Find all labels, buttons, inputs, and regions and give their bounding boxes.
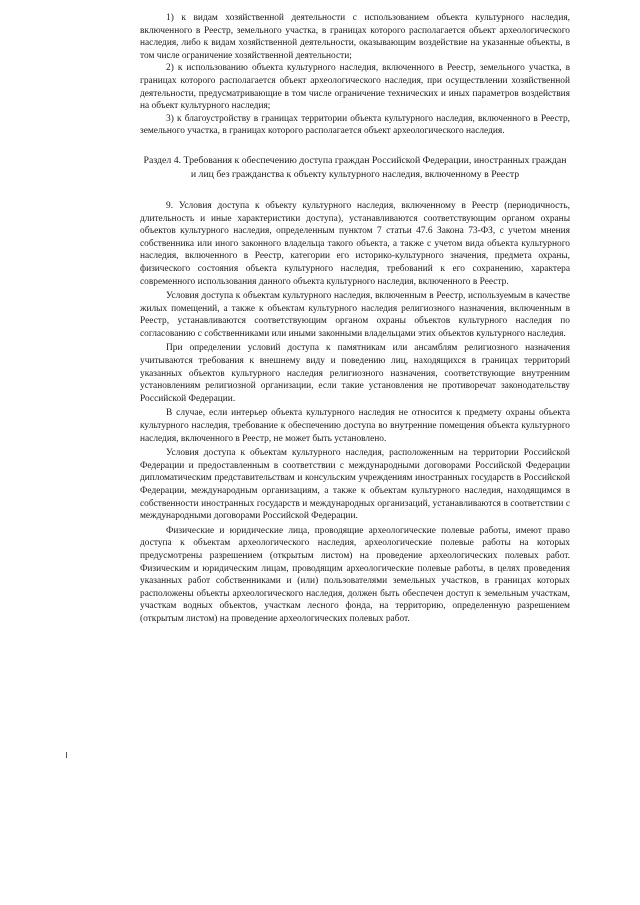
list-item-2: 2) к использованию объекта культурного наследия, включенного в Реестр, земельного участка, в границах которого располагается объект археологического наследия, при осуществлении хозяйственной деятельности, предусматривающие в том числе ограничение технических и иных параметров воздействия на объект культурного наследия; bbox=[140, 63, 570, 112]
paragraph-interior: В случае, если интерьер объекта культурного наследия не относится к предмету охраны объекта культурного наследия, требование к обеспечению доступа во внутренние помещения объекта культурного наследия, включенного в Реестр, не может быть установлено. bbox=[140, 408, 570, 444]
list-item-3: 3) к благоустройству в границах территории объекта культурного наследия, включенного в Реестр, земельного участка, в границах которого располагается объект археологического наследия. bbox=[140, 113, 570, 137]
section-4-heading: Раздел 4. Требования к обеспечению доступа граждан Российской Федерации, иностранных граждан и лиц без гражданства к объекту культурного наследия, включенному в Реестр bbox=[143, 154, 567, 180]
list-item-1: 1) к видам хозяйственной деятельности с использованием объекта культурного наследия, включенного в Реестр, земельного участка, в границах которого располагается объект археологического наследия, либо к видам хозяйственной деятельности, оказывающим воздействие на указанные объекты, в том числе ограничение хозяйственной деятельности; bbox=[140, 13, 570, 61]
paragraph-9: 9. Условия доступа к объекту культурного наследия, включенному в Реестр (периодичность, длительность и иные характеристики доступа), устанавливаются соответствующим органом охраны объектов культурного наследия, определенным пунктом 7 статьи 47.6 Закона 73-ФЗ, с учетом мнения собственника или иного законного владельца такого объекта, а также с учетом вида объекта культурного наследия, включенного в Реестр, категории его историко-культурного значения, предмета охраны, физического состояния объекта культурного наследия, требований к его сохранению, характера современного использования данного объекта культурного наследия, включенного в Реестр. bbox=[140, 200, 570, 287]
paragraph-religious-requirements: При определении условий доступа к памятникам или ансамблям религиозного назначения учитываются требования к внешнему виду и поведению лиц, находящихся в границах территорий указанных объектов культурного наследия религиозного назначения, соответствующие внутренним установлениям религиозной организации, если такие установления не противоречат законодательству Российской Федерации. bbox=[140, 343, 570, 404]
document-body bbox=[140, 12, 570, 626]
margin-mark bbox=[66, 752, 67, 758]
paragraph-diplomatic: Условия доступа к объектам культурного наследия, расположенным на территории Российской Федерации и предоставленным в соответствии с международными договорами Российской Федерации дипломатическим представительствам и консульским учреждениям иностранных государств в Российской Федерации, международным организациям, а также к объектам культурного наследия, находящимся в собственности иностранных государств и международных организаций, устанавливаются в соответствии с международными договорами Российской Федерации. bbox=[140, 448, 570, 522]
paragraph-residential-religious: Условия доступа к объектам культурного наследия, включенным в Реестр, используемым в качестве жилых помещений, а также к объектам культурного наследия религиозного назначения, включенным в Реестр, устанавливаются соответствующим органом охраны объектов культурного наследия по согласованию с собственниками или иными законными владельцами этих объектов культурного наследия. bbox=[140, 291, 570, 339]
paragraph-archaeological: Физические и юридические лица, проводящие археологические полевые работы, имеют право доступа к объектам археологического наследия, археологические полевые работы на которых предусмотрены разрешением (открытым листом) на проведение археологических полевых работ. Физическим и юридическим лицам, проводящим археологические полевые работы, в целях проведения указанных работ собственниками и (или) пользователями земельных участков, в границах которых расположены объекты археологического наследия, должен быть обеспечен доступ к земельным участкам, участкам водных объектов, участкам лесного фонда, на территорию, определенную разрешением (открытым листом) на проведение археологических полевых работ. bbox=[140, 525, 570, 624]
